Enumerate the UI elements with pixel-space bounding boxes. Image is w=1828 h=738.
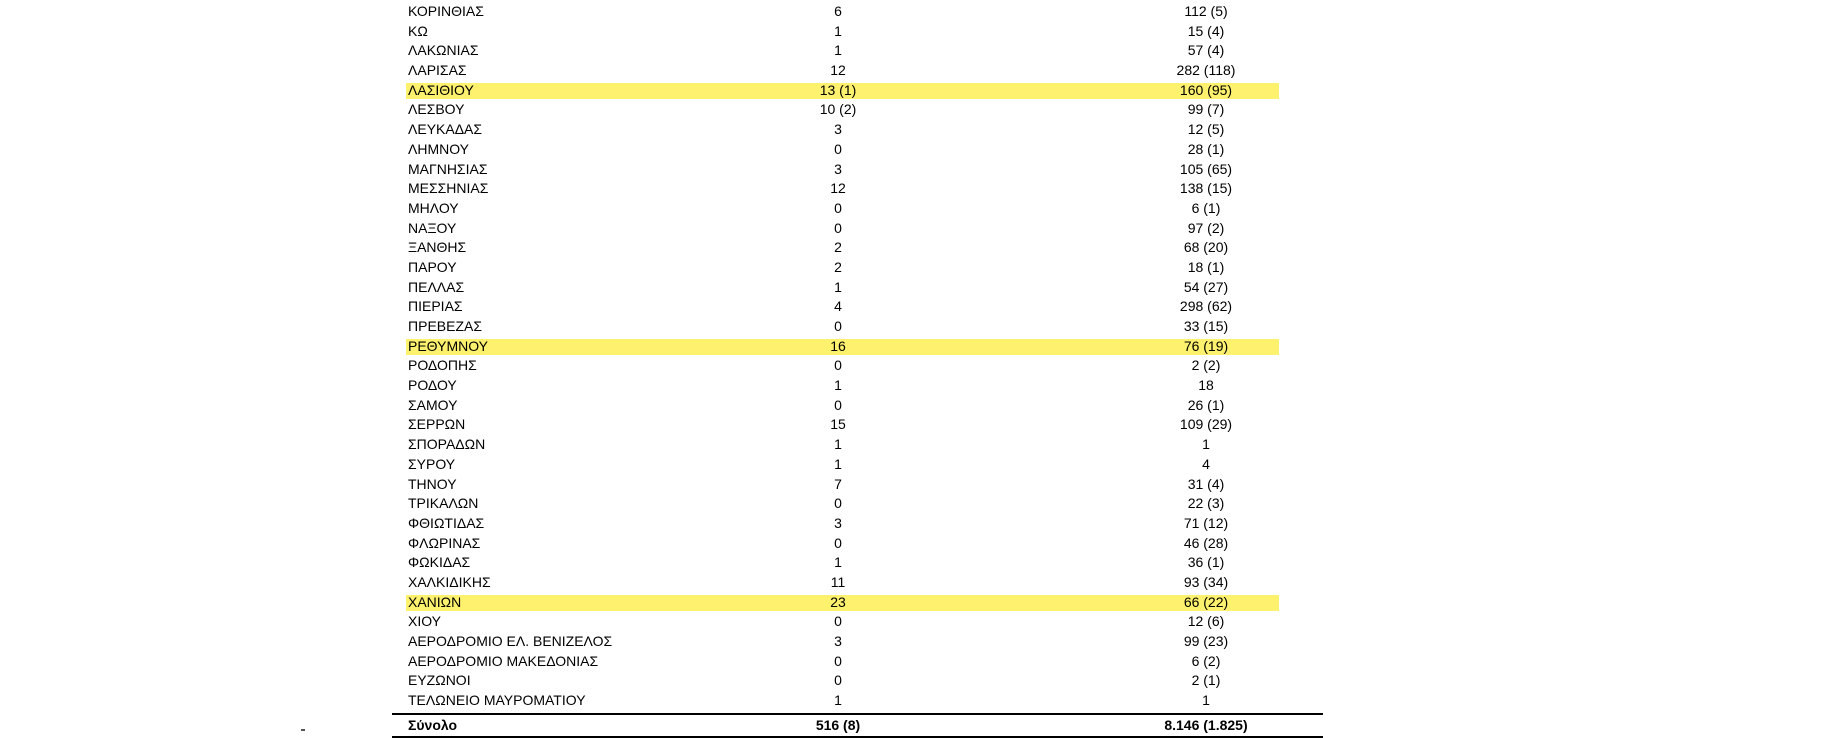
table-row	[392, 671, 1323, 691]
value-b: 1	[1202, 436, 1210, 453]
regions-table	[392, 2, 1323, 711]
region-name: ΜΕΣΣΗΝΙΑΣ	[408, 180, 489, 197]
table-row	[392, 258, 1323, 278]
region-name: ΣΕΡΡΩΝ	[408, 416, 466, 433]
region-name: ΑΕΡΟΔΡΟΜΙΟ ΜΑΚΕΔΟΝΙΑΣ	[408, 652, 599, 669]
value-b: 26 (1)	[1187, 396, 1225, 413]
total-value-a: 516 (8)	[815, 717, 861, 733]
value-a: 16	[830, 337, 846, 354]
value-a: 0	[834, 613, 842, 630]
table-row	[392, 160, 1323, 180]
table-row	[392, 238, 1323, 258]
table-row	[392, 612, 1323, 632]
value-b: 160 (95)	[1179, 81, 1233, 98]
value-a: 3	[834, 514, 842, 531]
region-name: ΑΕΡΟΔΡΟΜΙΟ ΕΛ. ΒΕΝΙΖΕΛΟΣ	[408, 633, 613, 649]
value-a: 1	[834, 42, 842, 59]
value-b: 12 (5)	[1187, 121, 1225, 138]
value-b: 46 (28)	[1183, 534, 1229, 551]
table-row	[392, 514, 1323, 534]
region-name: ΠΙΕΡΙΑΣ	[408, 298, 463, 315]
table-row	[392, 652, 1323, 672]
value-b: 66 (22)	[1183, 593, 1229, 610]
value-a: 0	[834, 534, 842, 551]
region-name: ΣΑΜΟΥ	[408, 396, 458, 413]
value-a: 1	[834, 278, 842, 295]
region-name: ΛΑΡΙΣΑΣ	[408, 62, 467, 79]
value-b: 99 (7)	[1187, 101, 1225, 118]
region-name: ΜΗΛΟΥ	[408, 199, 459, 216]
table-row	[392, 691, 1323, 711]
table-row	[392, 179, 1323, 199]
value-b: 12 (6)	[1187, 613, 1225, 630]
value-b: 1	[1202, 692, 1210, 709]
value-a: 23	[830, 593, 846, 610]
total-label: Σύνολο	[408, 717, 458, 733]
value-b: 2 (2)	[1191, 357, 1221, 374]
value-a: 1	[834, 554, 842, 571]
value-b: 97 (2)	[1187, 219, 1225, 236]
value-b: 6 (1)	[1191, 199, 1221, 216]
value-a: 0	[834, 495, 842, 512]
region-name: ΣΥΡΟΥ	[408, 455, 456, 472]
value-b: 4	[1202, 455, 1210, 472]
value-a: 11	[830, 573, 846, 590]
region-name: ΡΕΘΥΜΝΟΥ	[408, 337, 489, 354]
region-name: ΚΩ	[408, 22, 428, 39]
region-name: ΞΑΝΘΗΣ	[408, 239, 467, 256]
table-row	[392, 475, 1323, 495]
value-a: 0	[834, 672, 842, 689]
region-name: ΠΑΡΟΥ	[408, 258, 457, 275]
total-row	[392, 713, 1323, 738]
value-a: 1	[834, 692, 842, 709]
region-name: ΤΕΛΩΝΕΙΟ ΜΑΥΡΟΜΑΤΙΟΥ	[408, 692, 586, 709]
table-row	[392, 455, 1323, 475]
region-name: ΤΡΙΚΑΛΩΝ	[408, 495, 479, 512]
region-name: ΛΑΣΙΘΙΟΥ	[408, 81, 474, 98]
region-name: ΚΟΡΙΝΘΙΑΣ	[408, 3, 484, 19]
value-a: 15	[830, 416, 846, 433]
value-b: 28 (1)	[1187, 140, 1225, 157]
value-b: 18	[1198, 377, 1214, 394]
value-a: 2	[834, 239, 842, 256]
value-a: 12	[830, 62, 846, 79]
value-b: 36 (1)	[1187, 554, 1225, 571]
table-row	[392, 317, 1323, 337]
table-row	[392, 41, 1323, 61]
value-b: 18 (1)	[1187, 258, 1225, 275]
value-b: 6 (2)	[1191, 652, 1221, 669]
region-name: ΛΕΣΒΟΥ	[408, 101, 465, 118]
table-row	[392, 396, 1323, 416]
value-b: 105 (65)	[1179, 160, 1233, 177]
table-row	[392, 120, 1323, 140]
value-a: 0	[834, 199, 842, 216]
value-b: 109 (29)	[1179, 416, 1233, 433]
value-a: 3	[834, 160, 842, 177]
table-row	[392, 415, 1323, 435]
value-a: 13 (1)	[819, 81, 857, 98]
value-b: 76 (19)	[1183, 337, 1229, 354]
value-a: 3	[834, 633, 842, 649]
value-b: 71 (12)	[1183, 514, 1229, 531]
table-row	[392, 593, 1323, 613]
table-row	[392, 22, 1323, 42]
region-name: ΧΙΟΥ	[408, 613, 442, 630]
table-row	[392, 356, 1323, 376]
table-row	[392, 376, 1323, 396]
value-a: 7	[834, 475, 842, 492]
value-b: 282 (118)	[1176, 62, 1236, 79]
region-name: ΠΕΛΛΑΣ	[408, 278, 465, 295]
value-b: 33 (15)	[1183, 318, 1229, 334]
table-row	[392, 435, 1323, 455]
value-b: 93 (34)	[1183, 573, 1229, 590]
page-mark	[301, 729, 305, 731]
value-b: 99 (23)	[1183, 633, 1229, 649]
region-name: ΡΟΔΟΠΗΣ	[408, 357, 477, 374]
value-a: 10 (2)	[819, 101, 857, 118]
value-b: 22 (3)	[1187, 495, 1225, 512]
value-b: 2 (1)	[1191, 672, 1221, 689]
table-row	[392, 632, 1323, 652]
value-a: 6	[834, 3, 842, 19]
table-row	[392, 199, 1323, 219]
table-row	[392, 61, 1323, 81]
value-b: 57 (4)	[1187, 42, 1225, 59]
region-name: ΜΑΓΝΗΣΙΑΣ	[408, 160, 488, 177]
value-a: 0	[834, 318, 842, 334]
table-row	[392, 534, 1323, 554]
table-row	[392, 337, 1323, 357]
region-name: ΛΕΥΚΑΔΑΣ	[408, 121, 483, 138]
value-a: 0	[834, 140, 842, 157]
table-row	[392, 140, 1323, 160]
region-name: ΦΘΙΩΤΙΔΑΣ	[408, 514, 485, 531]
value-a: 0	[834, 357, 842, 374]
value-b: 54 (27)	[1183, 278, 1229, 295]
value-a: 2	[834, 258, 842, 275]
value-b: 112 (5)	[1184, 3, 1228, 19]
total-value-b: 8.146 (1.825)	[1164, 717, 1248, 733]
value-a: 0	[834, 652, 842, 669]
region-name: ΛΑΚΩΝΙΑΣ	[408, 42, 479, 59]
region-name: ΦΩΚΙΔΑΣ	[408, 554, 471, 571]
table-row	[392, 297, 1323, 317]
value-b: 68 (20)	[1183, 239, 1229, 256]
value-b: 31 (4)	[1187, 475, 1225, 492]
table-row	[392, 81, 1323, 101]
value-a: 0	[834, 396, 842, 413]
value-a: 12	[830, 180, 846, 197]
region-name: ΧΑΝΙΩΝ	[408, 593, 462, 610]
value-a: 1	[834, 377, 842, 394]
table-row	[392, 2, 1323, 22]
table-row	[392, 278, 1323, 298]
region-name: ΣΠΟΡΑΔΩΝ	[408, 436, 486, 453]
region-name: ΠΡΕΒΕΖΑΣ	[408, 318, 483, 334]
region-name: ΛΗΜΝΟΥ	[408, 140, 470, 157]
value-b: 15 (4)	[1187, 22, 1225, 39]
table-row	[392, 573, 1323, 593]
value-b: 138 (15)	[1179, 180, 1233, 197]
region-name: ΧΑΛΚΙΔΙΚΗΣ	[408, 573, 491, 590]
value-a: 1	[834, 455, 842, 472]
value-a: 0	[834, 219, 842, 236]
table-row	[392, 100, 1323, 120]
value-a: 4	[834, 298, 842, 315]
region-name: ΝΑΞΟΥ	[408, 219, 457, 236]
region-name: ΡΟΔΟΥ	[408, 377, 457, 394]
region-name: ΕΥΖΩΝΟΙ	[408, 672, 471, 689]
value-a: 1	[834, 436, 842, 453]
value-a: 3	[834, 121, 842, 138]
region-name: ΤΗΝΟΥ	[408, 475, 457, 492]
value-b: 298 (62)	[1179, 298, 1233, 315]
region-name: ΦΛΩΡΙΝΑΣ	[408, 534, 481, 551]
value-a: 1	[834, 22, 842, 39]
table-row	[392, 553, 1323, 573]
table-row	[392, 494, 1323, 514]
table-row	[392, 219, 1323, 239]
